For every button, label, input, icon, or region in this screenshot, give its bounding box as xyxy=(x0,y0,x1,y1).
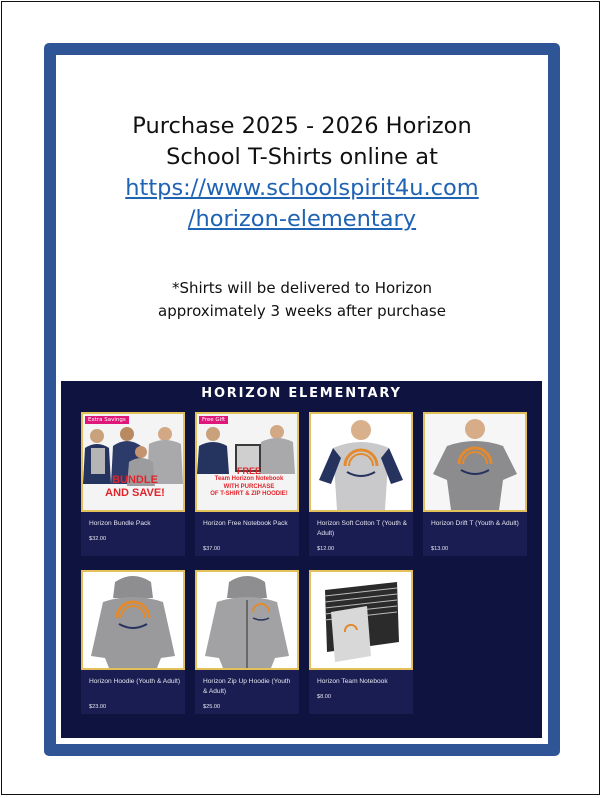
headline xyxy=(56,111,548,235)
promo-line-3: WITH PURCHASE xyxy=(223,483,275,490)
raglan-tee-image[interactable] xyxy=(309,412,413,512)
store-link-line-1[interactable]: https://www.schoolspirit4u.com xyxy=(125,175,479,201)
notebook-pack-image[interactable] xyxy=(195,412,299,512)
product-price: $12.00 xyxy=(317,546,335,552)
product-price: $13.00 xyxy=(431,546,449,552)
notebook-image[interactable] xyxy=(309,570,413,670)
store-link[interactable] xyxy=(56,173,548,204)
product-name[interactable]: Horizon Bundle Pack xyxy=(89,520,151,527)
product-card-soft-cotton-tee[interactable] xyxy=(309,412,413,556)
bundle-image[interactable] xyxy=(81,412,185,512)
bundle-promo-line-1: BUNDLE xyxy=(112,474,158,486)
flyer-content xyxy=(56,55,548,744)
product-name[interactable]: Horizon Zip Up Hoodie (Youth & Adult) xyxy=(203,678,291,695)
headline-line-2: School T-Shirts online at xyxy=(166,144,438,170)
product-card-bundle[interactable] xyxy=(81,412,185,556)
store-link-continued[interactable] xyxy=(56,204,548,235)
delivery-note-line-2: approximately 3 weeks after purchase xyxy=(158,302,446,320)
hoodie-image[interactable] xyxy=(81,570,185,670)
product-card-zip-hoodie[interactable] xyxy=(195,570,299,714)
store-link-line-2[interactable]: /horizon-elementary xyxy=(187,206,417,232)
notebook-pack-promo xyxy=(201,466,297,499)
product-card-hoodie[interactable] xyxy=(81,570,185,714)
shop-title: HORIZON ELEMENTARY xyxy=(201,386,402,401)
headline-line-1: Purchase 2025 - 2026 Horizon xyxy=(132,113,472,139)
bundle-promo-line-2: AND SAVE! xyxy=(105,487,165,499)
product-name[interactable]: Horizon Drift T (Youth & Adult) xyxy=(431,520,519,527)
zip-hoodie-image[interactable] xyxy=(195,570,299,670)
delivery-note xyxy=(56,277,548,323)
shop-screenshot xyxy=(61,381,542,738)
product-name[interactable]: Horizon Free Notebook Pack xyxy=(203,520,288,527)
promo-line-2: Team Horizon Notebook xyxy=(214,476,284,482)
product-price: $25.00 xyxy=(203,704,221,710)
promo-line-1: FREE xyxy=(236,466,261,476)
product-card-free-notebook-pack[interactable] xyxy=(195,412,299,556)
flyer-frame xyxy=(44,43,560,756)
badge-free-gift: Free Gift xyxy=(199,416,228,424)
product-name[interactable]: Horizon Team Notebook xyxy=(317,678,388,685)
product-card-drift-tee[interactable] xyxy=(423,412,527,556)
drift-tee-image[interactable] xyxy=(423,412,527,512)
product-price: $32.00 xyxy=(89,536,107,542)
product-name[interactable]: Horizon Soft Cotton T (Youth & Adult) xyxy=(317,520,408,537)
product-card-team-notebook[interactable] xyxy=(309,570,413,714)
bundle-promo xyxy=(87,474,183,500)
product-name[interactable]: Horizon Hoodie (Youth & Adult) xyxy=(89,678,181,685)
delivery-note-line-1: *Shirts will be delivered to Horizon xyxy=(171,279,433,297)
product-price: $37.00 xyxy=(203,546,221,552)
badge-extra-savings: Extra Savings xyxy=(85,416,129,424)
product-price: $8.00 xyxy=(317,694,331,700)
promo-line-4: OF T-SHIRT & ZIP HOODIE! xyxy=(210,491,288,497)
product-price: $23.00 xyxy=(89,704,107,710)
